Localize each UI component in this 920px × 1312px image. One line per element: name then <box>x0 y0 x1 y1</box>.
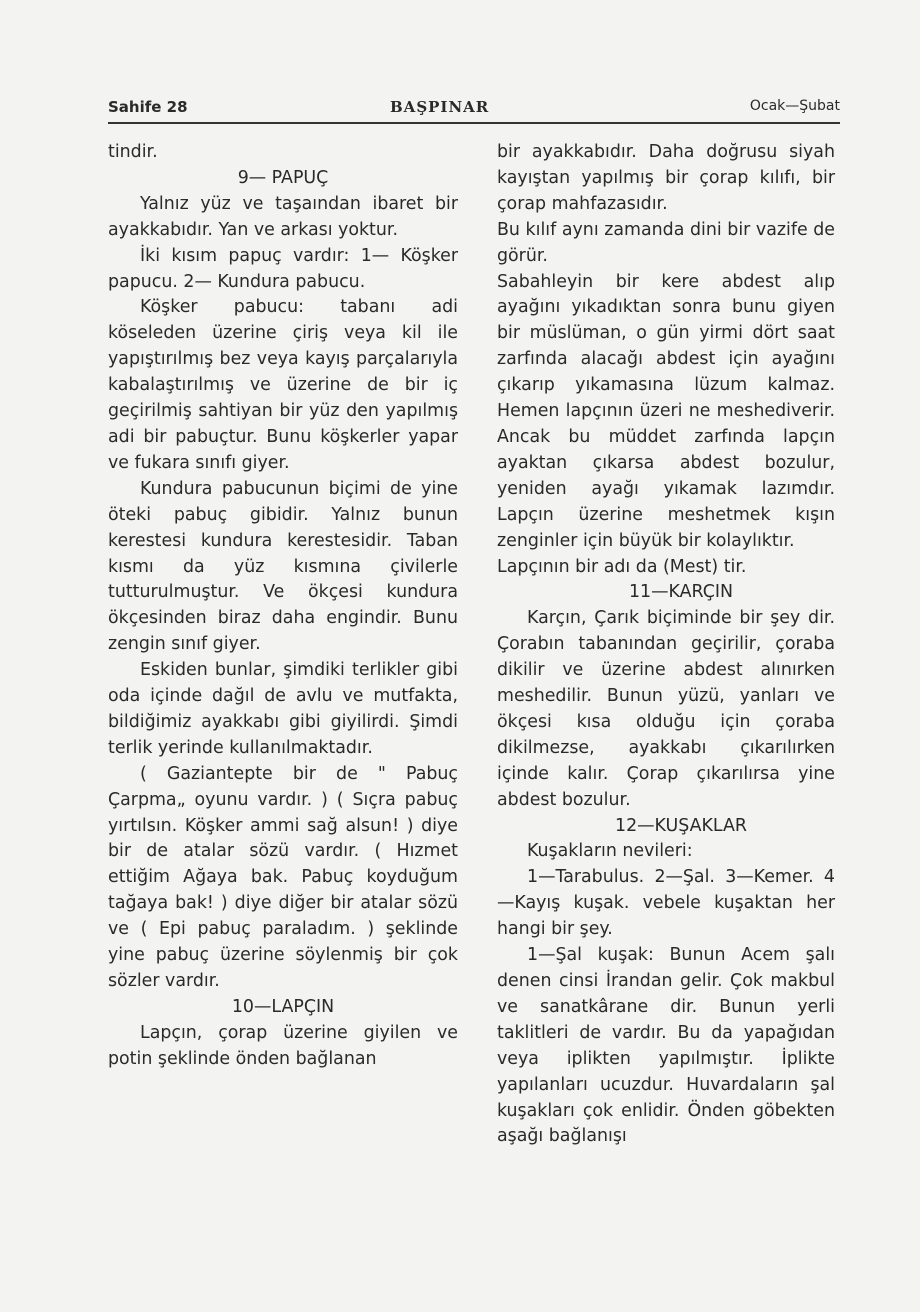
section-heading: 12—KUŞAKLAR <box>615 815 747 836</box>
section-heading: 11—KARÇIN <box>628 582 733 603</box>
page-number-label: Sahife 28 <box>108 98 188 116</box>
paragraph: Yalnız yüz ve taşaından ibaret bir ayakkabıdır. Yan ve arkası yoktur. <box>108 193 458 240</box>
page-header <box>108 92 840 124</box>
paragraph: İki kısım papuç vardır: 1— Köşker papucu. 2— Kundura pabucu. <box>108 245 458 292</box>
paragraph: Köşker pabucu: tabanı adi köseleden üzerine çiriş veya kil ile yapıştırılmış bez veya kayış parçalarıyla kabalaştırılmış ve üzerine de bir iç geçirilmiş sahtiyan bir yüz den yapılmış adi bir pabuçtur. Bunu köşkerler yapar ve fukara sınıfı giyer. <box>108 297 458 473</box>
issue-date: Ocak—Şubat <box>749 98 840 114</box>
journal-title: BAŞPINAR <box>390 98 490 116</box>
paragraph: bir ayakkabıdır. Daha doğrusu siyah kayıştan yapılmış bir çorap kılıfı, bir çorap mahfazasıdır. <box>497 142 835 214</box>
left-column <box>108 140 458 1073</box>
paragraph: Lapçın, çorap üzerine giyilen ve potin şeklinde önden bağlanan <box>108 1022 458 1069</box>
paragraph: ( Gaziantepte bir de " Pabuç Çarpma„ oyunu vardır. ) ( Sıçra pabuç yırtılsın. Köşker ammi sağ alsun! ) diye bir de atalar sözü vardır. ( Hızmet ettiğim Ağaya bak. Pabuç koyduğum tağaya bak! ) diye diğer bir atalar sözü ve ( Epi pabuç paraladım. ) şeklinde yine pabuç üzerine söylenmiş bir çok sözler vardır. <box>108 763 458 991</box>
paragraph: Bu kılıf aynı zamanda dini bir vazife de görür. <box>497 219 835 266</box>
paragraph: Eskiden bunlar, şimdiki terlikler gibi oda içinde dağıl de avlu ve mutfakta, bildiğimiz ayakkabı gibi giyilirdi. Şimdi terlik yerinde kullanılmaktadır. <box>108 660 458 758</box>
paragraph: Kundura pabucunun biçimi de yine öteki pabuç gibidir. Yalnız bunun kerestesi kundura kerestesidir. Taban kısmı da yüz kısmına çivilerle tutturulmuştur. Ve ökçesi kundura ökçesinden biraz daha engindir. Bunu zengin sınıf giyer. <box>108 478 458 655</box>
right-column <box>497 140 835 1150</box>
paragraph: 1—Tarabulus. 2—Şal. 3—Kemer. 4—Kayış kuşak. vebele kuşaktan her hangi bir şey. <box>497 867 835 940</box>
paragraph: Kuşakların nevileri: <box>527 841 693 862</box>
section-heading: 10—LAPÇIN <box>231 996 335 1017</box>
paragraph: Karçın, Çarık biçiminde bir şey dir. Çorabın tabanından geçirilir, çoraba dikilir ve üzerine abdest alınırken meshedilir. Bunun yüzü, yanları ve ökçesi kısa olduğu için çoraba dikilmezse, ayakkabı çıkarılırken içinde kalır. Çorap çıkarılırsa yine abdest bozulur. <box>497 608 835 810</box>
paragraph: 1—Şal kuşak: Bunun Acem şalı denen cinsi İrandan gelir. Çok makbul ve sanatkârane dir. Bunun yerli taklitleri de vardır. Bu da yapağıdan veya iplikten yapılmıştır. İplikte yapılanları ucuzdur. Huvardaların şal kuşakları çok enlidir. Önden göbekten aşağı bağlanışı <box>497 945 835 1147</box>
paragraph: tindir. <box>108 142 158 162</box>
paragraph: Lapçının bir adı da (Mest) tir. <box>497 556 747 577</box>
section-heading: 9— PAPUÇ <box>237 167 329 188</box>
paragraph: Sabahleyin bir kere abdest alıp ayağını yıkadıktan sonra bunu giyen bir müslüman, o gün yirmi dört saat zarfında alacağı abdest için ayağını çıkarıp yıkamasına lüzum kalmaz. Hemen lapçının üzeri ne meshediverir. Ancak bu müddet zarfında lapçın ayaktan çıkarsa abdest bozulur, yeniden ayağı yıkamak lazımdır. Lapçın üzerine meshetmek kışın zenginler için büyük bir kolaylıktır. <box>497 271 835 551</box>
